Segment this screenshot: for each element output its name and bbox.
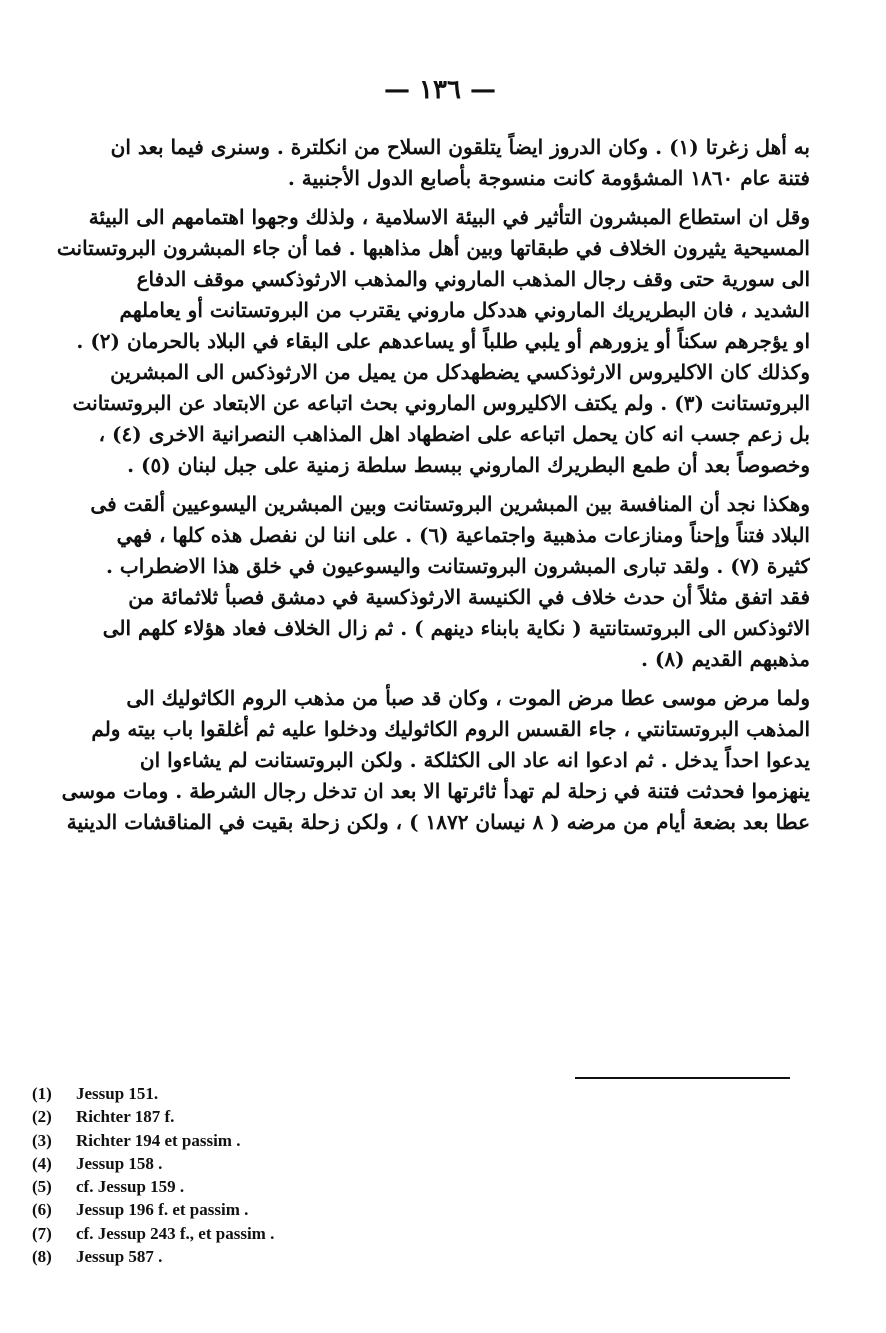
footnote	[32, 1198, 432, 1221]
page-number: — ١٣٦ —	[383, 75, 497, 105]
text-line: او يؤجرهم سكناً أو يزورهم أو يلبي طلباً أو يساعدهم على البقاء في البلاد بالحرمان (٢) .	[76, 329, 810, 353]
text-line: فقد اتفق مثلاً أن حدث خلاف في الكنيسة الارثوذكسية في دمشق فصبأ ثلاثمائة من	[128, 585, 810, 609]
text-line: الشديد ، فان البطريريك الماروني هددكل ماروني يقترب من البروتستانت أو يعاملهم	[119, 298, 810, 322]
text-line: البلاد فتناً وإحناً ومنازعات مذهبية واجتماعية (٦) . على اننا لن نفصل هذه كلها ، فهي	[116, 523, 810, 547]
text-line: وهكذا نجد أن المنافسة بين المبشرين البروتستانت وبين المبشرين اليسوعيين ألقت فى	[90, 492, 810, 516]
text-line: وكذلك كان الاكليروس الارثوذكسي يضطهدكل من يميل من الارثوذكس الى المبشرين	[110, 360, 810, 384]
text-line: المذهب البروتستانتي ، جاء القسس الروم الكاثوليك ودخلوا عليه ثم أغلقوا باب بيته ولم	[91, 717, 810, 741]
paragraph-gap	[30, 194, 810, 202]
footnote-number: (6)	[32, 1200, 52, 1220]
footnote	[32, 1222, 432, 1245]
footnote-text: Richter 187 f.	[76, 1107, 175, 1127]
paragraph-gap	[30, 675, 810, 683]
footnote	[32, 1152, 432, 1175]
footnote	[32, 1082, 432, 1105]
text-line: وقل ان استطاع المبشرون التأثير في البيئة الاسلامية ، ولذلك وجهوا اهتمامهم الى البيئة	[88, 205, 810, 229]
book-page	[30, 70, 810, 838]
footnote-text: cf. Jessup 159 .	[76, 1177, 185, 1197]
footnote-text: Jessup 151.	[76, 1084, 159, 1103]
text-line: البروتستانت (٣) . ولم يكتف الاكليروس الماروني بحث اتباعه عن الابتعاد عن البروتستانت	[72, 391, 810, 415]
footnote-number: (1)	[32, 1084, 52, 1103]
footnote-number: (8)	[32, 1247, 52, 1267]
footnotes	[32, 1082, 432, 1268]
text-line: يدعوا احداً يدخل . ثم ادعوا انه عاد الى الكثلكة . ولكن البروتستانت لم يشاءوا ان	[139, 748, 810, 772]
footnote-text: Jessup 196 f. et passim .	[76, 1200, 249, 1220]
footnote-number: (3)	[32, 1130, 52, 1150]
text-line: ولما مرض موسى عطا مرض الموت ، وكان قد صبأ من مذهب الروم الكاثوليك الى	[126, 686, 810, 710]
paragraph-gap	[30, 481, 810, 489]
footnote-divider	[575, 1077, 790, 1079]
text-line: عطا بعد بضعة أيام من مرضه ( ٨ نيسان ١٨٧٢ ) ، ولكن زحلة بقيت في المناقشات الدينية	[66, 810, 810, 834]
footnote-text: cf. Jessup 243 f., et passim .	[76, 1223, 275, 1243]
footnote	[32, 1129, 432, 1152]
text-line: وخصوصاً بعد أن طمع البطريرك الماروني ببسط سلطة زمنية على جبل لبنان (٥) .	[127, 453, 810, 477]
text-line: مذهبهم القديم (٨) .	[641, 647, 810, 671]
text-line: به أهل زغرتا (١) . وكان الدروز ايضاً يتلقون السلاح من انكلترة . وسنرى فيما بعد ان	[110, 135, 810, 159]
footnote-number: (2)	[32, 1107, 52, 1127]
footnote	[32, 1175, 432, 1198]
footnote-text: Jessup 587 .	[76, 1247, 163, 1267]
text-line: كثيرة (٧) . ولقد تبارى المبشرون البروتستانت واليسوعيون في خلق هذا الاضطراب .	[105, 554, 810, 578]
text-line: الى سورية حتى وقف رجال المذهب الماروني والمذهب الارثوذكسي موقف الدفاع	[136, 267, 810, 291]
footnote-number: (5)	[32, 1177, 52, 1197]
footnote-text: Jessup 158 .	[76, 1153, 163, 1173]
footnote-number: (4)	[32, 1153, 52, 1173]
footnote	[32, 1105, 432, 1128]
text-line: المسيحية يثيرون الخلاف في طبقاتها وبين أهل مذاهبها . فما أن جاء المبشرون البروتستانت	[56, 236, 810, 260]
text-line: فتنة عام ١٨٦٠ المشؤومة كانت منسوجة بأصابع الدول الأجنبية .	[287, 166, 810, 190]
footnote-text: Richter 194 et passim .	[76, 1130, 241, 1150]
text-line: ينهزموا فحدثت فتنة في زحلة لم تهدأ ثائرتها الا بعد ان تدخل رجال الشرطة . ومات موسى	[61, 779, 810, 803]
footnote-number: (7)	[32, 1223, 52, 1243]
text-line: الاثوذكس الى البروتستانتية ( نكاية بابناء دينهم ) . ثم زال الخلاف فعاد هؤلاء كلهم الى	[102, 616, 810, 640]
text-line: بل زعم جسب انه كان يحمل اتباعه على اضطهاد اهل المذاهب النصرانية الاخرى (٤) ،	[98, 422, 810, 446]
body-text	[30, 132, 810, 838]
footnote	[32, 1245, 432, 1268]
